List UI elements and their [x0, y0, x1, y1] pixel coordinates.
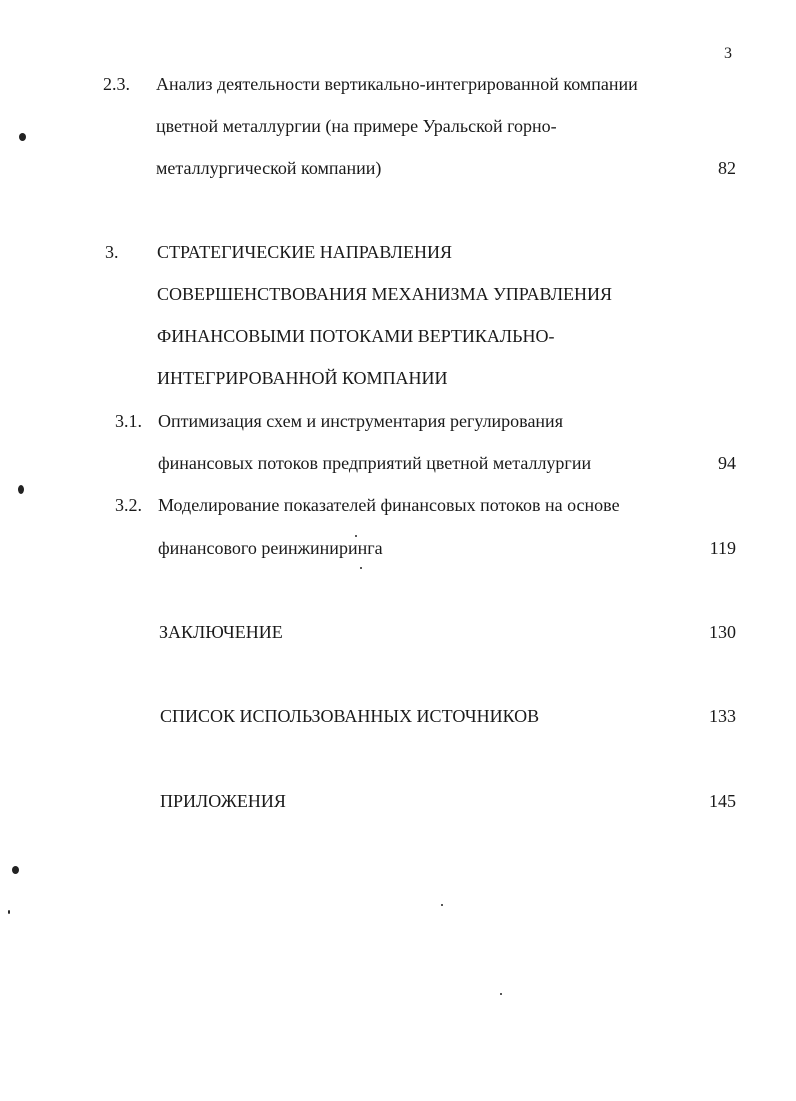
toc-title-line: Анализ деятельности вертикально-интегрированной компании	[156, 74, 638, 94]
toc-title-line: ИНТЕГРИРОВАННОЙ КОМПАНИИ	[157, 368, 448, 388]
scan-speck	[18, 485, 24, 494]
toc-title-line: ПРИЛОЖЕНИЯ	[160, 791, 286, 811]
toc-page-number: 133	[709, 706, 736, 726]
toc-number: 3.	[105, 242, 119, 262]
toc-title-line: СТРАТЕГИЧЕСКИЕ НАПРАВЛЕНИЯ	[157, 242, 452, 262]
scan-speck	[355, 535, 357, 537]
toc-title-line: СПИСОК ИСПОЛЬЗОВАННЫХ ИСТОЧНИКОВ	[160, 706, 540, 726]
toc-page-number: 82	[718, 158, 736, 178]
toc-title-line: ФИНАНСОВЫМИ ПОТОКАМИ ВЕРТИКАЛЬНО-	[157, 326, 555, 346]
toc-page-number: 145	[709, 791, 736, 811]
toc-page-number: 130	[709, 622, 736, 642]
toc-title-line: металлургической компании)	[156, 158, 382, 178]
scan-speck	[360, 567, 362, 569]
toc-title-line: Моделирование показателей финансовых потоков на основе	[158, 495, 620, 515]
toc-title-line: финансового реинжиниринга	[158, 538, 383, 558]
toc-title-line: Оптимизация схем и инструментария регулирования	[158, 411, 563, 431]
scan-speck	[8, 910, 10, 914]
toc-title-line: финансовых потоков предприятий цветной металлургии	[158, 453, 592, 473]
scan-speck	[500, 993, 502, 995]
toc-page-number: 94	[718, 453, 736, 473]
toc-number: 2.3.	[103, 74, 130, 94]
toc-number: 3.2.	[115, 495, 142, 515]
toc-page-number: 119	[709, 538, 736, 558]
scan-speck	[12, 866, 19, 874]
page-number: 3	[724, 45, 732, 62]
toc-title-line: СОВЕРШЕНСТВОВАНИЯ МЕХАНИЗМА УПРАВЛЕНИЯ	[157, 284, 613, 304]
toc-number: 3.1.	[115, 411, 142, 431]
toc-title-line: ЗАКЛЮЧЕНИЕ	[159, 622, 283, 642]
toc-title-line: цветной металлургии (на примере Уральской горно-	[156, 116, 557, 136]
scan-speck	[441, 904, 443, 906]
scan-speck	[19, 133, 26, 141]
